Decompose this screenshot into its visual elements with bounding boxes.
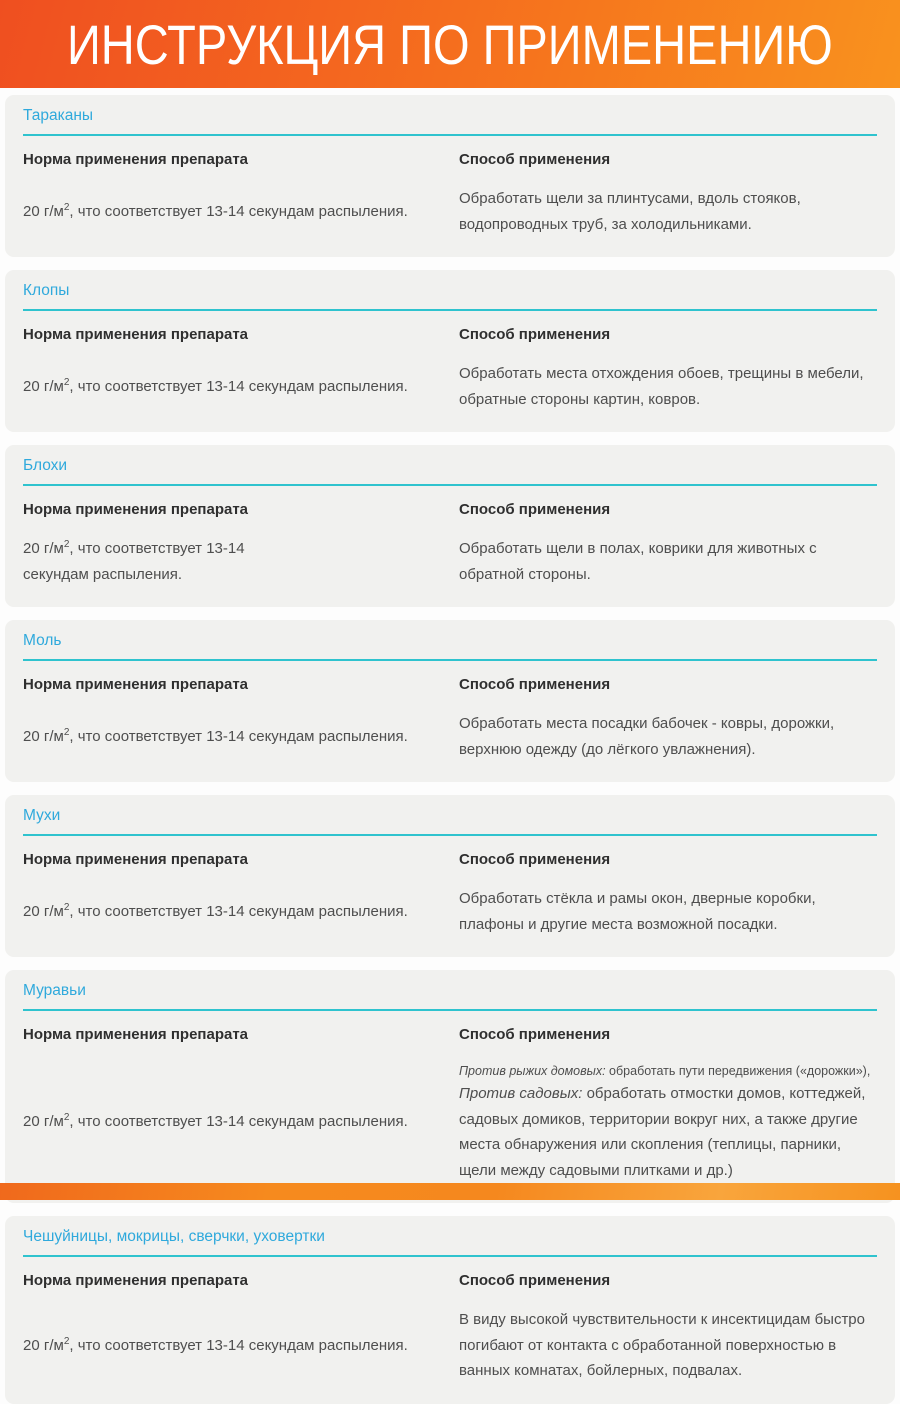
section-divider bbox=[23, 1009, 877, 1011]
rate-description: , что соответствует 13-14 секундам распыления. bbox=[69, 902, 408, 920]
method-text: Обработать щели в полах, коврики для животных с обратной стороны. bbox=[459, 540, 817, 583]
section-divider bbox=[23, 309, 877, 311]
section-title: Муравьи bbox=[23, 982, 86, 999]
method-column bbox=[459, 851, 877, 937]
rate-description: , что соответствует 13-14 секундам распыления. bbox=[69, 727, 408, 745]
method-column-header: Способ применения bbox=[459, 676, 611, 693]
method-column bbox=[459, 1026, 877, 1183]
application-rate-text bbox=[23, 1333, 438, 1359]
norm-column bbox=[23, 1272, 459, 1384]
application-rate-text bbox=[23, 724, 438, 750]
method-line-garden-ants bbox=[459, 1081, 873, 1183]
method-line-text: обработать отмостки домов, коттеджей, садовых домиков, территории вокруг них, а также другие места обнаружения или скопления (теплицы, парники, щели между садовыми плитками и др.) bbox=[459, 1085, 866, 1179]
application-rate-text bbox=[23, 1109, 438, 1135]
rate-value: 20 г/м bbox=[23, 540, 64, 557]
section-divider bbox=[23, 134, 877, 136]
method-column-header: Способ применения bbox=[459, 501, 611, 518]
rate-value: 20 г/м bbox=[23, 902, 64, 920]
instruction-sections bbox=[0, 88, 900, 1404]
method-column bbox=[459, 151, 877, 237]
section-title: Клопы bbox=[23, 282, 70, 299]
method-column-header: Способ применения bbox=[459, 1272, 611, 1289]
pest-section-bedbugs bbox=[5, 270, 895, 432]
page-title: ИНСТРУКЦИЯ ПО ПРИМЕНЕНИЮ bbox=[67, 12, 833, 76]
section-divider bbox=[23, 834, 877, 836]
method-text bbox=[459, 1061, 877, 1183]
application-rate-text bbox=[23, 536, 275, 587]
section-title: Тараканы bbox=[23, 107, 94, 124]
pest-section-fleas bbox=[5, 445, 895, 607]
norm-column bbox=[23, 151, 459, 237]
page-header bbox=[0, 0, 900, 88]
method-lead-in-italic: Против рыжих домовых: bbox=[459, 1064, 606, 1078]
pest-section-silverfish-woodlice-crickets-earwigs bbox=[5, 1216, 895, 1404]
norm-column-header: Норма применения препарата bbox=[23, 326, 249, 343]
method-lead-in-italic: Против садовых: bbox=[459, 1085, 583, 1102]
rate-superscript: 2 bbox=[63, 901, 70, 913]
rate-description: , что соответствует 13-14 секундам распыления. bbox=[69, 1113, 408, 1131]
application-rate-text bbox=[23, 199, 438, 225]
application-rate-text bbox=[23, 899, 438, 925]
rate-value: 20 г/м bbox=[23, 1113, 64, 1131]
method-column-header: Способ применения bbox=[459, 326, 611, 343]
method-column bbox=[459, 1272, 877, 1384]
method-column-header: Способ применения bbox=[459, 1026, 611, 1043]
method-text: В виду высокой чувствительности к инсектицидам быстро погибают от контакта с обработанной поверхностью в ванных комнатах, бойлерных, подвалах. bbox=[459, 1311, 865, 1379]
norm-column-header: Норма применения препарата bbox=[23, 676, 249, 693]
rate-superscript: 2 bbox=[63, 539, 70, 550]
pest-section-ants bbox=[5, 970, 895, 1203]
section-title: Моль bbox=[23, 632, 62, 649]
section-title: Чешуйницы, мокрицы, сверчки, уховертки bbox=[23, 1228, 325, 1245]
rate-description: , что соответствует 13-14 секундам распыления. bbox=[69, 1336, 408, 1354]
norm-column-header: Норма применения препарата bbox=[23, 151, 249, 168]
section-divider bbox=[23, 484, 877, 486]
application-rate-text bbox=[23, 374, 438, 400]
method-text: Обработать места отхождения обоев, трещины в мебели, обратные стороны картин, ковров. bbox=[459, 365, 864, 408]
rate-description: , что соответствует 13-14 секундам распыления. bbox=[69, 202, 408, 220]
rate-value: 20 г/м bbox=[23, 727, 64, 745]
pest-section-moths bbox=[5, 620, 895, 782]
method-column-header: Способ применения bbox=[459, 151, 611, 168]
rate-superscript: 2 bbox=[63, 1335, 70, 1347]
rate-superscript: 2 bbox=[63, 1112, 70, 1124]
pest-section-flies bbox=[5, 795, 895, 957]
norm-column-header: Норма применения препарата bbox=[23, 1026, 249, 1043]
rate-superscript: 2 bbox=[63, 201, 70, 213]
rate-description: , что соответствует 13-14 секундам распыления. bbox=[69, 377, 408, 395]
method-text: Обработать щели за плинтусами, вдоль стояков, водопроводных труб, за холодильниками. bbox=[459, 190, 801, 233]
method-text: Обработать стёкла и рамы окон, дверные коробки, плафоны и другие места возможной посадки. bbox=[459, 890, 816, 933]
method-line-house-ants bbox=[459, 1061, 873, 1081]
rate-description: , что соответствует 13-14 секундам распыления. bbox=[23, 540, 245, 583]
method-text: Обработать места посадки бабочек - ковры, дорожки, верхнюю одежду (до лёгкого увлажнения). bbox=[459, 715, 835, 758]
rate-value: 20 г/м bbox=[23, 1336, 64, 1354]
rate-superscript: 2 bbox=[63, 726, 70, 738]
method-column bbox=[459, 676, 877, 762]
rate-superscript: 2 bbox=[63, 376, 70, 388]
method-column bbox=[459, 326, 877, 412]
rate-value: 20 г/м bbox=[23, 202, 64, 220]
norm-column bbox=[23, 326, 459, 412]
norm-column bbox=[23, 676, 459, 762]
section-divider bbox=[23, 1255, 877, 1257]
norm-column-header: Норма применения препарата bbox=[23, 851, 249, 868]
norm-column bbox=[23, 501, 459, 587]
method-column-header: Способ применения bbox=[459, 851, 611, 868]
section-divider bbox=[23, 659, 877, 661]
norm-column-header: Норма применения препарата bbox=[23, 501, 249, 518]
method-line-text: обработать пути передвижения («дорожки»), bbox=[605, 1064, 871, 1078]
norm-column bbox=[23, 851, 459, 937]
norm-column-header: Норма применения препарата bbox=[23, 1272, 249, 1289]
rate-value: 20 г/м bbox=[23, 377, 64, 395]
norm-column bbox=[23, 1026, 459, 1183]
section-title: Блохи bbox=[23, 457, 68, 474]
section-title: Мухи bbox=[23, 807, 61, 824]
footer-bar bbox=[0, 1183, 900, 1200]
pest-section-cockroaches bbox=[5, 95, 895, 257]
method-column bbox=[459, 501, 877, 587]
